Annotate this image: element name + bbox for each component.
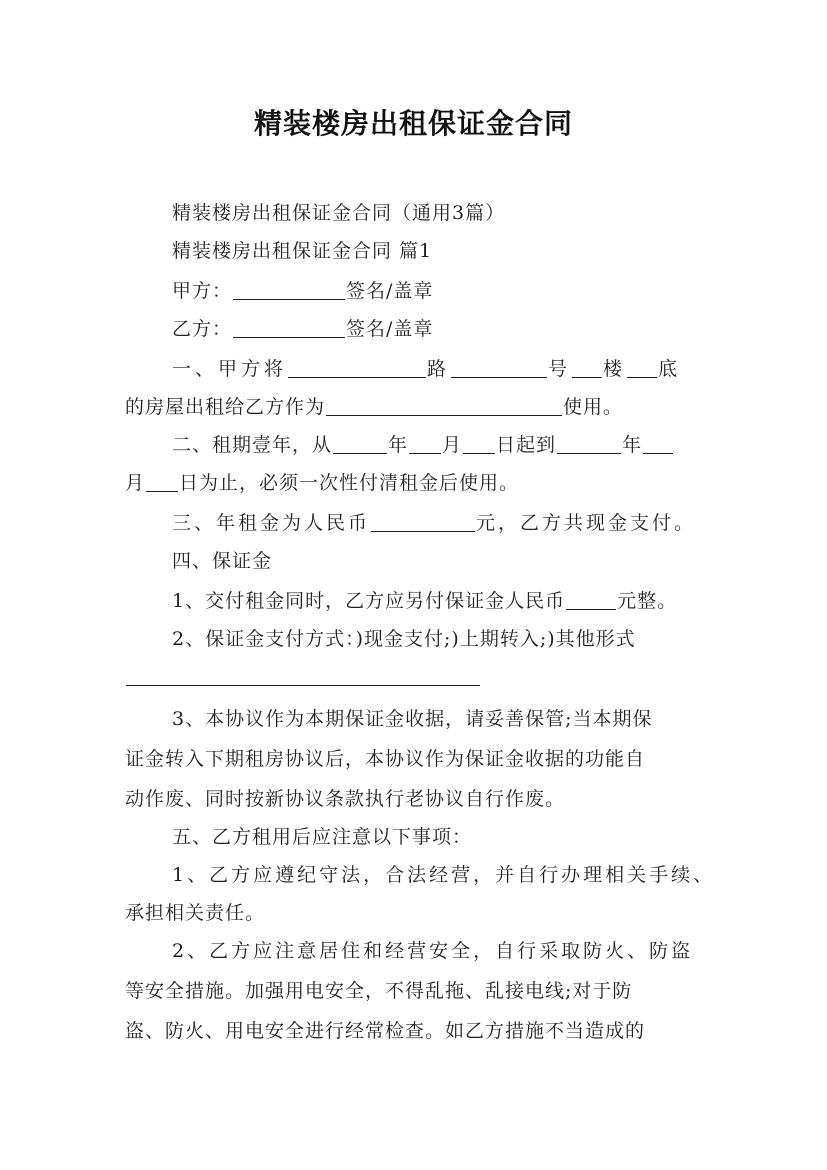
start-day-blank [463,435,495,454]
clause4-item3-line2: 证金转入下期租房协议后，本协议作为保证金收据的功能自 [125,748,646,770]
party-b-suffix: 签名/盖章 [346,318,434,340]
road-blank [288,359,426,378]
clause5-heading: 五、乙方租用后应注意以下事项： [172,826,473,848]
party-b-line [172,316,433,342]
other-form-blank [126,667,480,686]
party-a-line [172,278,433,304]
clause1-text: 号 [548,358,572,380]
deposit-amount-blank [566,591,616,610]
clause5-item1-line2: 承担相关责任。 [125,902,266,924]
clause1-line2 [125,394,623,420]
clause2-text: 年 [622,434,643,456]
clause4-item2: 2、保证金支付方式：)现金支付;)上期转入;)其他形式 [172,628,636,650]
party-b-blank [233,319,345,338]
clause2-text: 二、租期壹年，从 [172,434,333,456]
clause4-item3-line3: 动作废、同时按新协议条款执行老协议自行作废。 [125,788,566,810]
party-b-label: 乙方： [172,318,233,340]
party-a-blank [233,281,345,300]
clause4-text: 1、交付租金同时，乙方应另付保证金人民币 [172,590,566,612]
clause2-text: 年 [388,434,409,456]
clause1-line1 [172,356,681,382]
building-blank [572,359,602,378]
part-heading: 精装楼房出租保证金合同 篇1 [172,240,433,262]
document-subtitle: 精装楼房出租保证金合同（通用3篇） [172,202,506,224]
clause2-line2 [125,470,519,496]
clause5-item1-line1: 1、乙方应遵纪守法，合法经营，并自行办理相关手续、 [172,864,716,886]
clause1-text: 底 [658,358,682,380]
document-title: 精装楼房出租保证金合同 [253,107,573,140]
clause4-item1 [172,588,677,614]
clause1-text: 楼 [603,358,627,380]
start-month-blank [409,435,441,454]
clause5-item2-line3: 盗、防火、用电安全进行经常检查。如乙方措施不当造成的 [125,1020,646,1042]
clause2-text: 日为止，必须一次性付清租金后使用。 [179,472,520,494]
clause3-line [172,510,696,536]
clause4-text: 元整。 [617,590,678,612]
number-blank [451,359,547,378]
floor-blank [627,359,657,378]
end-day-blank [146,473,178,492]
clause1-text: 使用。 [563,396,624,418]
clause2-line1 [172,432,674,458]
clause2-text: 月 [125,472,146,494]
purpose-blank [326,397,562,416]
end-month-blank [643,435,673,454]
rent-amount-blank [371,513,475,532]
clause1-text: 的房屋出租给乙方作为 [125,396,326,418]
party-a-suffix: 签名/盖章 [346,280,434,302]
end-year-blank [557,435,621,454]
party-a-label: 甲方： [172,280,233,302]
clause1-text: 路 [427,358,451,380]
clause3-text: 元，乙方共现金支付。 [476,512,697,534]
clause2-text: 日起到 [496,434,557,456]
clause5-item2-line2: 等安全措施。加强用电安全，不得乱拖、乱接电线;对于防 [125,980,633,1002]
clause5-item2-line1: 2、乙方应注意居住和经营安全，自行采取防火、防盗 [172,940,694,962]
clause4-heading: 四、保证金 [172,550,273,572]
clause1-text: 一、甲方将 [172,358,288,380]
clause4-item3-line1: 3、本协议作为本期保证金收据，请妥善保管;当本期保 [172,708,653,730]
start-year-blank [333,435,387,454]
other-form-line [125,664,481,690]
clause3-text: 三、年租金为人民币 [172,512,371,534]
clause2-text: 月 [442,434,463,456]
